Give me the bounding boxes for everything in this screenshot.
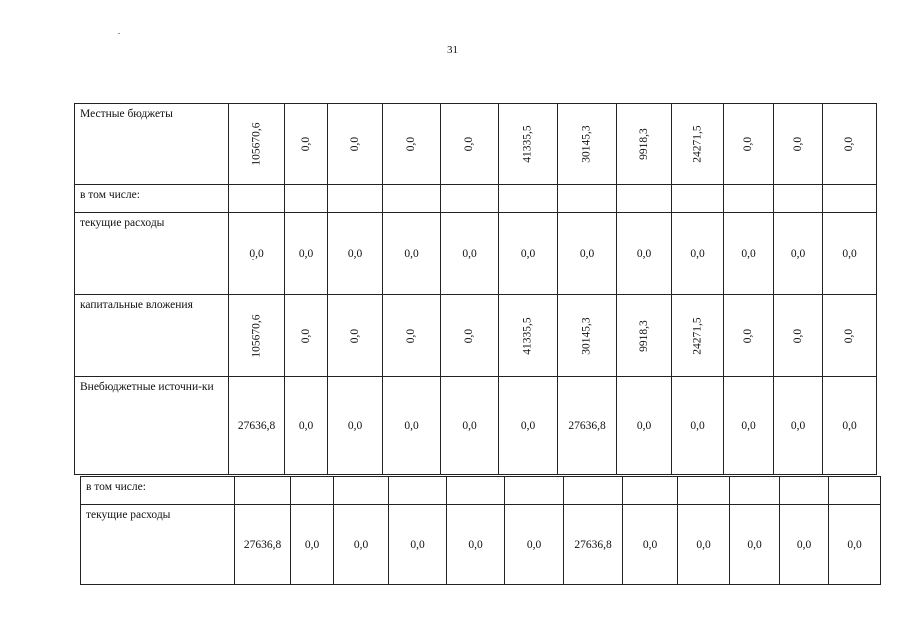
value-cell <box>291 477 334 505</box>
value-cell <box>499 104 558 185</box>
cell-value: 0,0 <box>405 136 418 152</box>
value-cell <box>235 477 291 505</box>
cell-value: 9918,3 <box>638 128 650 160</box>
value-cell <box>774 104 823 185</box>
cell-value: 41335,5 <box>522 125 534 163</box>
cell-value: 9918,3 <box>638 319 650 352</box>
cell-value: 0,0 <box>468 538 483 551</box>
value-cell <box>730 505 780 585</box>
value-cell <box>285 295 328 377</box>
value-cell <box>229 185 285 213</box>
value-cell <box>383 295 441 377</box>
value-cell <box>564 505 623 585</box>
value-cell <box>447 505 505 585</box>
value-cell <box>334 505 389 585</box>
cell-value: 0,0 <box>463 328 476 343</box>
value-cell <box>617 295 672 377</box>
value-cell <box>441 295 499 377</box>
value-cell <box>724 377 774 475</box>
cell-value: 0,0 <box>696 538 711 551</box>
cell-value: 0,0 <box>410 538 425 551</box>
value-cell <box>334 477 389 505</box>
value-cell <box>558 377 617 475</box>
cell-value: 30145,3 <box>581 316 593 355</box>
value-cell <box>558 295 617 377</box>
value-cell <box>617 377 672 475</box>
value-cell <box>441 104 499 185</box>
table-row <box>75 213 877 295</box>
cell-value: 0,0 <box>349 136 361 152</box>
value-cell <box>823 104 877 185</box>
value-cell <box>441 185 499 213</box>
value-cell <box>617 185 672 213</box>
row-label: Внебюджетные источни-ки <box>75 377 229 475</box>
cell-value: 0,0 <box>405 328 418 343</box>
page-number: 31 <box>447 44 458 56</box>
cell-value: 0,0 <box>347 419 363 432</box>
value-cell <box>617 213 672 295</box>
value-cell <box>383 104 441 185</box>
cell-value: 0,0 <box>353 538 369 551</box>
row-label: в том числе: <box>81 477 235 505</box>
value-cell <box>774 185 823 213</box>
cell-value: 0,0 <box>304 538 320 551</box>
value-cell <box>623 477 678 505</box>
cell-value: 0,0 <box>790 247 806 260</box>
cell-value: 0,0 <box>843 136 856 152</box>
row-label: текущие расходы <box>81 505 235 585</box>
value-cell <box>447 477 505 505</box>
value-cell <box>780 505 829 585</box>
cell-value: 0,0 <box>742 328 755 343</box>
value-cell <box>672 295 724 377</box>
value-cell <box>291 505 334 585</box>
cell-value: 0,0 <box>463 136 476 152</box>
cell-value: 0,0 <box>842 247 857 260</box>
budget-table-upper <box>74 103 877 475</box>
value-cell <box>328 377 383 475</box>
cell-value: 0,0 <box>741 247 756 260</box>
value-cell <box>829 477 881 505</box>
cell-value: 0,0 <box>520 247 536 260</box>
value-cell <box>328 185 383 213</box>
value-cell <box>558 104 617 185</box>
value-cell <box>672 377 724 475</box>
row-label: в том числе: <box>75 185 229 213</box>
value-cell <box>389 477 447 505</box>
value-cell <box>823 185 877 213</box>
cell-value: 41335,5 <box>522 316 534 355</box>
value-cell <box>285 213 328 295</box>
value-cell <box>672 213 724 295</box>
value-cell <box>328 213 383 295</box>
cell-value: 0,0 <box>300 136 312 152</box>
row-label: капитальные вложения <box>75 295 229 377</box>
value-cell <box>285 377 328 475</box>
value-cell <box>724 185 774 213</box>
cell-value: 24271,5 <box>691 125 704 163</box>
cell-value: 27636,8 <box>243 538 282 551</box>
value-cell <box>558 213 617 295</box>
cell-value: 0,0 <box>349 328 361 343</box>
value-cell <box>823 295 877 377</box>
cell-value: 0,0 <box>462 247 477 260</box>
value-cell <box>229 104 285 185</box>
value-cell <box>328 104 383 185</box>
value-cell <box>441 377 499 475</box>
row-label: Местные бюджеты <box>75 104 229 185</box>
table-row <box>81 505 881 585</box>
scan-speck <box>118 33 120 34</box>
value-cell <box>558 185 617 213</box>
value-cell <box>678 477 730 505</box>
cell-value: 0,0 <box>404 247 419 260</box>
cell-value: 0,0 <box>347 247 363 260</box>
value-cell <box>499 185 558 213</box>
cell-value: 0,0 <box>847 538 862 551</box>
cell-value: 0,0 <box>690 247 705 260</box>
value-cell <box>229 377 285 475</box>
value-cell <box>235 505 291 585</box>
cell-value: 105670,6 <box>250 122 263 166</box>
value-cell <box>285 104 328 185</box>
value-cell <box>774 213 823 295</box>
cell-value: 0,0 <box>404 419 419 432</box>
value-cell <box>505 505 564 585</box>
cell-value: 0,0 <box>792 328 804 343</box>
cell-value: 0,0 <box>249 247 264 260</box>
cell-value: 30145,3 <box>581 125 593 163</box>
value-cell <box>383 213 441 295</box>
value-cell <box>389 505 447 585</box>
value-cell <box>774 377 823 475</box>
value-cell <box>285 185 328 213</box>
value-cell <box>441 213 499 295</box>
table-row <box>75 295 877 377</box>
cell-value: 0,0 <box>520 419 536 432</box>
row-label: текущие расходы <box>75 213 229 295</box>
cell-value: 0,0 <box>843 328 856 343</box>
value-cell <box>617 104 672 185</box>
value-cell <box>383 377 441 475</box>
cell-value: 0,0 <box>690 419 705 432</box>
cell-value: 0,0 <box>792 136 804 152</box>
value-cell <box>383 185 441 213</box>
value-cell <box>623 505 678 585</box>
cell-value: 27636,8 <box>568 419 606 432</box>
cell-value: 0,0 <box>636 419 652 432</box>
value-cell <box>505 477 564 505</box>
value-cell <box>229 213 285 295</box>
value-cell <box>724 104 774 185</box>
cell-value: 0,0 <box>298 247 314 260</box>
table-row <box>75 104 877 185</box>
value-cell <box>823 213 877 295</box>
cell-value: 105670,6 <box>250 313 263 358</box>
value-cell <box>678 505 730 585</box>
cell-value: 27636,8 <box>237 419 276 432</box>
budget-table-lower-wrap <box>80 476 880 585</box>
cell-value: 0,0 <box>642 538 658 551</box>
cell-value: 0,0 <box>747 538 762 551</box>
cell-value: 0,0 <box>636 247 652 260</box>
value-cell <box>564 477 623 505</box>
value-cell <box>724 295 774 377</box>
cell-value: 0,0 <box>579 247 595 260</box>
value-cell <box>780 477 829 505</box>
cell-value: 0,0 <box>796 538 812 551</box>
table-row <box>75 185 877 213</box>
value-cell <box>499 295 558 377</box>
cell-value: 0,0 <box>300 328 312 343</box>
value-cell <box>328 295 383 377</box>
value-cell <box>829 505 881 585</box>
cell-value: 0,0 <box>742 136 755 152</box>
cell-value: 24271,5 <box>691 316 704 355</box>
value-cell <box>672 185 724 213</box>
cell-value: 0,0 <box>842 419 857 432</box>
cell-value: 0,0 <box>462 419 477 432</box>
value-cell <box>229 295 285 377</box>
value-cell <box>499 377 558 475</box>
cell-value: 0,0 <box>741 419 756 432</box>
value-cell <box>724 213 774 295</box>
value-cell <box>823 377 877 475</box>
cell-value: 0,0 <box>526 538 542 551</box>
value-cell <box>730 477 780 505</box>
table-row <box>81 477 881 505</box>
cell-value: 0,0 <box>298 419 314 432</box>
table-row <box>75 377 877 475</box>
value-cell <box>499 213 558 295</box>
cell-value: 27636,8 <box>574 538 612 551</box>
value-cell <box>672 104 724 185</box>
budget-table-lower <box>80 476 881 585</box>
cell-value: 0,0 <box>790 419 806 432</box>
value-cell <box>774 295 823 377</box>
